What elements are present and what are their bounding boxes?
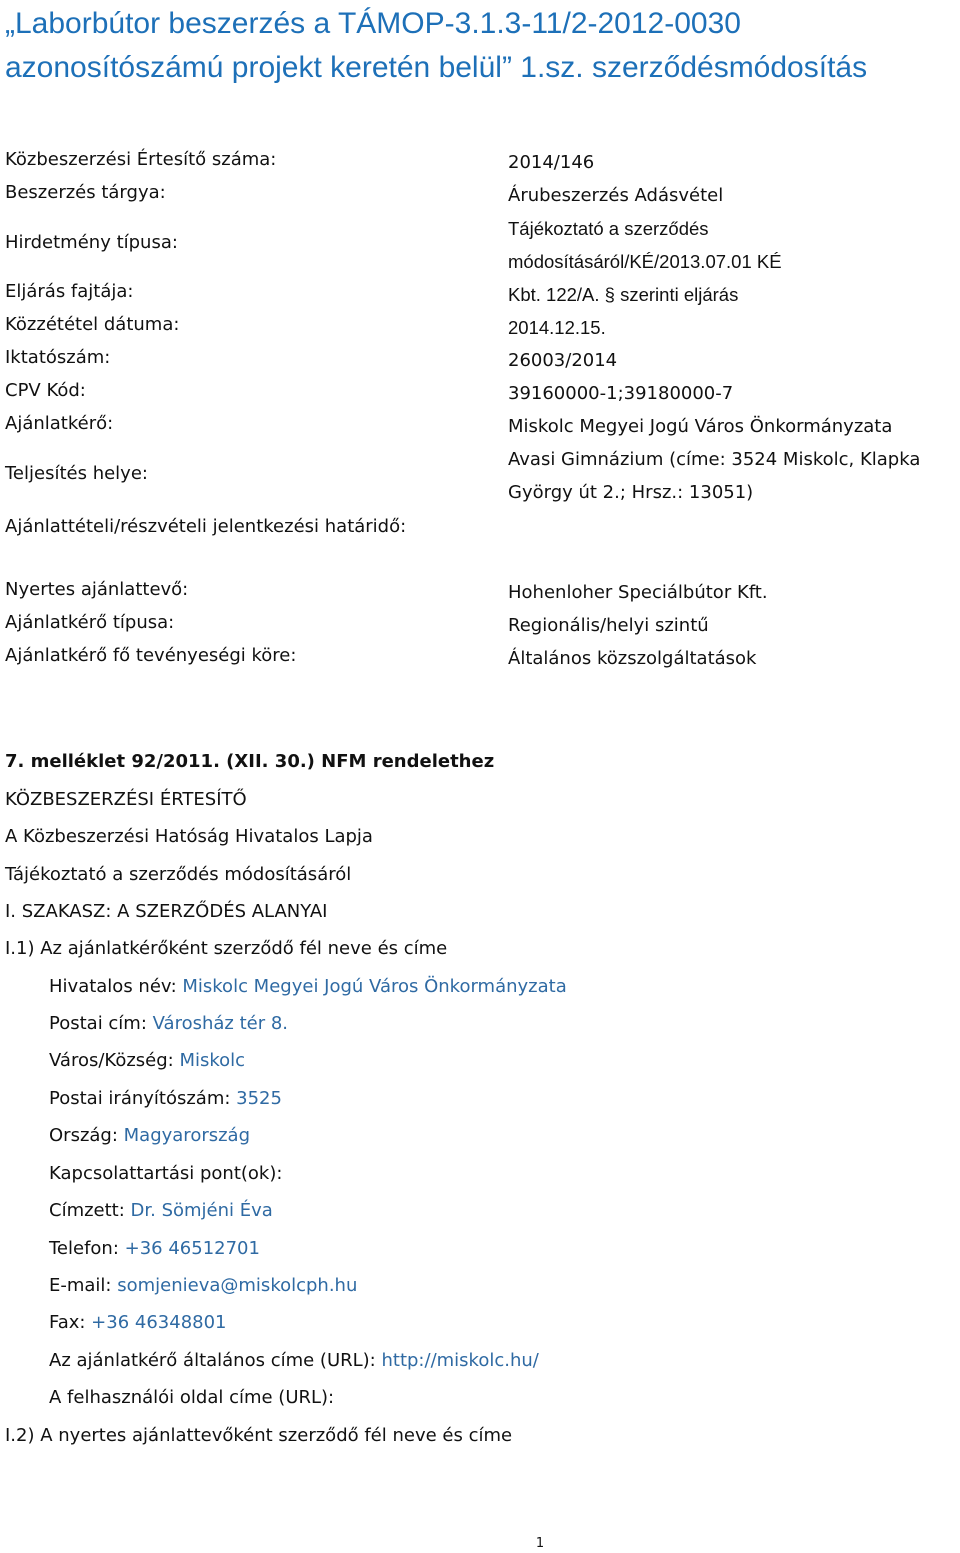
field-postcode xyxy=(49,1088,282,1109)
gazette-name: KÖZBESZERZÉSI ÉRTESÍTŐ xyxy=(5,789,247,810)
meta-value: Avasi Gimnázium (címe: 3524 Miskolc, Klapka György út 2.; Hrsz.: 13051) xyxy=(508,449,921,503)
meta-label: Ajánlatkérő: xyxy=(5,413,114,434)
meta-value: Árubeszerzés Adásvétel xyxy=(508,185,724,206)
field-value: 3525 xyxy=(236,1088,282,1109)
field-label: Az ajánlatkérő általános címe (URL): xyxy=(49,1350,382,1371)
field-label: Fax: xyxy=(49,1312,92,1333)
field-contact-points xyxy=(49,1163,282,1184)
field-addressee xyxy=(49,1200,273,1221)
meta-value: 2014/146 xyxy=(508,152,595,173)
meta-value: 2014.12.15. xyxy=(508,317,606,338)
field-postal-address xyxy=(49,1013,288,1034)
field-value: +36 46512701 xyxy=(124,1238,260,1259)
meta-value: 39160000-1;39180000-7 xyxy=(508,383,734,404)
meta-value: Miskolc Megyei Jogú Város Önkormányzata xyxy=(508,416,893,437)
url-link[interactable]: http://miskolc.hu/ xyxy=(381,1350,539,1371)
email-link[interactable]: somjenieva@miskolcph.hu xyxy=(117,1275,358,1296)
annex-reference: 7. melléklet 92/2011. (XII. 30.) NFM rendelethez xyxy=(5,751,495,772)
field-email xyxy=(49,1275,357,1296)
field-value: Miskolc xyxy=(179,1050,246,1071)
meta-label: Ajánlatkérő fő tevényeségi köre: xyxy=(5,645,297,666)
meta-label: Ajánlattételi/részvételi jelentkezési határidő: xyxy=(5,516,407,537)
meta-label: Teljesítés helye: xyxy=(5,463,148,484)
field-label: Város/Község: xyxy=(49,1050,180,1071)
field-value: Magyarország xyxy=(123,1125,251,1146)
meta-label: Ajánlatkérő típusa: xyxy=(5,612,175,633)
field-label: Kapcsolattartási pont(ok): xyxy=(49,1163,283,1184)
meta-label: CPV Kód: xyxy=(5,380,86,401)
meta-value: Tájékoztató a szerződés módosításáról/KÉ/2013.07.01 KÉ xyxy=(508,218,782,272)
gazette-subtitle: A Közbeszerzési Hatóság Hivatalos Lapja xyxy=(5,826,373,847)
meta-label: Iktatószám: xyxy=(5,347,111,368)
notice-type: Tájékoztató a szerződés módosításáról xyxy=(5,864,352,885)
meta-value: Általános közszolgáltatások xyxy=(508,648,757,669)
field-value: +36 46348801 xyxy=(91,1312,227,1333)
meta-value: Kbt. 122/A. § szerinti eljárás xyxy=(508,284,739,305)
field-buyer-profile-url xyxy=(49,1387,334,1408)
meta-value: Hohenloher Speciálbútor Kft. xyxy=(508,582,768,603)
field-value: Miskolc Megyei Jogú Város Önkormányzata xyxy=(182,976,567,997)
meta-label: Nyertes ajánlattevő: xyxy=(5,579,189,600)
page-number: 1 xyxy=(535,1536,545,1551)
field-value: Dr. Sömjéni Éva xyxy=(130,1200,273,1221)
section-heading: I. SZAKASZ: A SZERZŐDÉS ALANYAI xyxy=(5,901,328,922)
field-general-url xyxy=(49,1350,539,1371)
meta-label: Beszerzés tárgya: xyxy=(5,182,166,203)
field-phone xyxy=(49,1238,260,1259)
field-fax xyxy=(49,1312,227,1333)
field-value: Városház tér 8. xyxy=(152,1013,289,1034)
meta-value: 26003/2014 xyxy=(508,350,618,371)
field-label: Ország: xyxy=(49,1125,124,1146)
field-country xyxy=(49,1125,250,1146)
meta-value: Regionális/helyi szintű xyxy=(508,615,709,636)
field-label: Postai cím: xyxy=(49,1013,153,1034)
field-official-name xyxy=(49,976,567,997)
field-label: A felhasználói oldal címe (URL): xyxy=(49,1387,335,1408)
subsection-heading: I.1) Az ajánlatkérőként szerződő fél neve és címe xyxy=(5,938,448,959)
document-title: „Laborbútor beszerzés a TÁMOP-3.1.3-11/2-2012-0030 azonosítószámú projekt keretén belül” 1.sz. szerződésmódosítás xyxy=(5,7,868,84)
field-label: Hivatalos név: xyxy=(49,976,183,997)
field-label: Postai irányítószám: xyxy=(49,1088,237,1109)
meta-label: Közbeszerzési Értesítő száma: xyxy=(5,149,277,170)
field-label: E-mail: xyxy=(49,1275,118,1296)
field-city xyxy=(49,1050,245,1071)
meta-label: Hirdetmény típusa: xyxy=(5,232,178,253)
field-label: Telefon: xyxy=(49,1238,125,1259)
meta-label: Eljárás fajtája: xyxy=(5,281,134,302)
meta-label: Közzététel dátuma: xyxy=(5,314,180,335)
subsection-heading: I.2) A nyertes ajánlattevőként szerződő fél neve és címe xyxy=(5,1425,513,1446)
field-label: Címzett: xyxy=(49,1200,131,1221)
